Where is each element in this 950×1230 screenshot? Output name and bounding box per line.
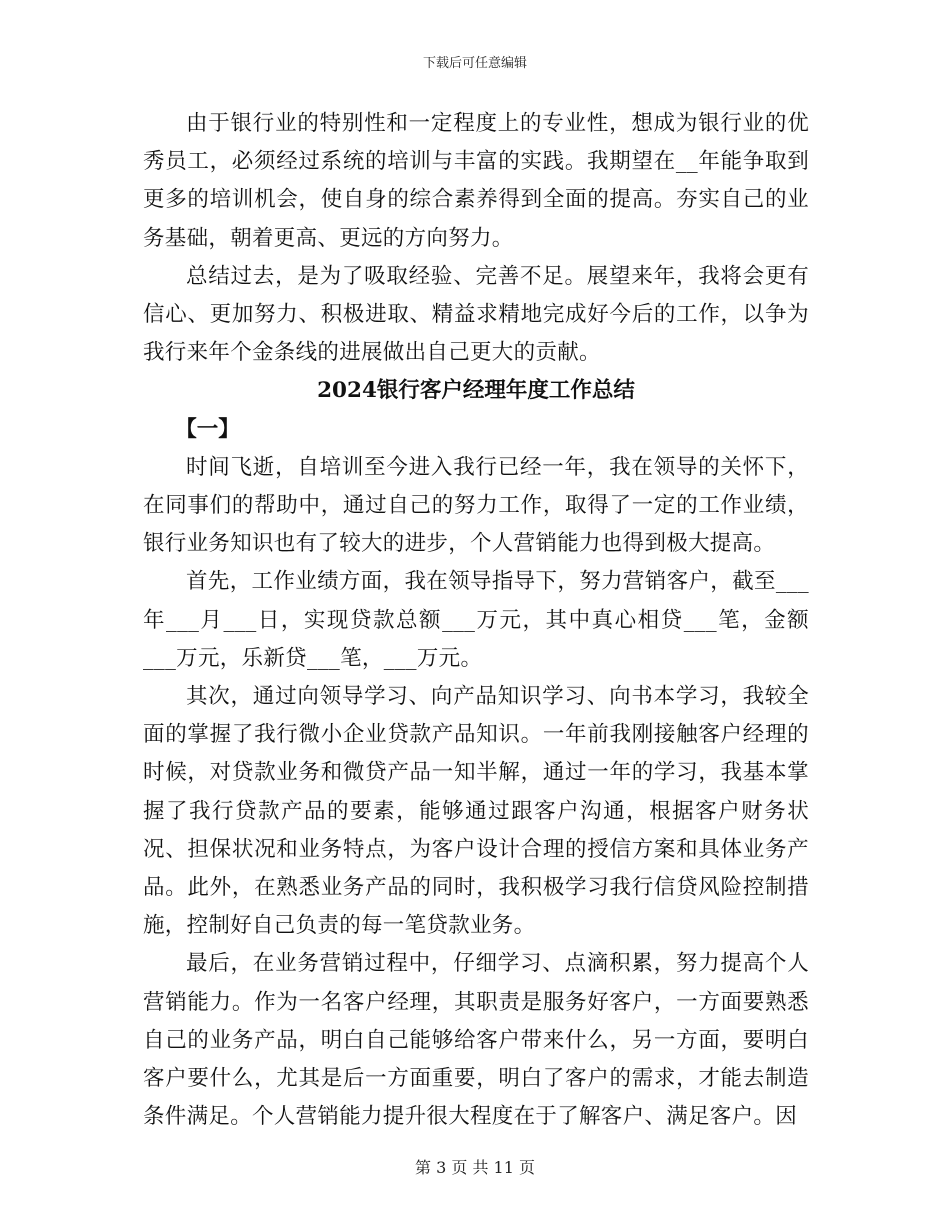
paragraph: 由于银行业的特别性和一定程度上的专业性，想成为银行业的优秀员工，必须经过系统的培训与丰富的实践。我期望在__年能争取到更多的培训机会，使自身的综合素养得到全面的提高。夯实自己的业务基础，朝着更高、更远的方向努力。 — [143, 111, 809, 251]
paragraph: 时间飞逝，自培训至今进入我行已经一年，我在领导的关怀下，在同事们的帮助中，通过自己的努力工作，取得了一定的工作业绩，银行业务知识也有了较大的进步，个人营销能力也得到极大提高。 — [143, 454, 809, 557]
page-number-footer: 第 3 页 共 11 页 — [415, 1158, 535, 1177]
document-body — [143, 105, 809, 1136]
paragraph: 其次，通过向领导学习、向产品知识学习、向书本学习，我较全面的掌握了我行微小企业贷款产品知识。一年前我刚接触客户经理的时候，对贷款业务和微贷产品一知半解，通过一年的学习，我基本掌握了我行贷款产品的要素，能够通过跟客户沟通，根据客户财务状况、担保状况和业务特点，为客户设计合理的授信方案和具体业务产品。此外，在熟悉业务产品的同时，我积极学习我行信贷风险控制措施，控制好自己负责的每一笔贷款业务。 — [143, 684, 809, 939]
section-mark: 【一】 — [175, 416, 240, 442]
paragraph: 最后，在业务营销过程中，仔细学习、点滴积累，努力提高个人营销能力。作为一名客户经理，其职责是服务好客户，一方面要熟悉自己的业务产品，明白自己能够给客户带来什么，另一方面，要明白客户要什么，尤其是后一方面重要，明白了客户的需求，才能去制造条件满足。个人营销能力提升很大程度在于了解客户、满足客户。因 — [143, 951, 809, 1130]
paragraph: 总结过去，是为了吸取经验、完善不足。展望来年，我将会更有信心、更加努力、积极进取、精益求精地完成好今后的工作，以争为我行来年个金条线的进展做出自己更大的贡献。 — [143, 263, 809, 366]
document-title: 2024银行客户经理年度工作总结 — [317, 378, 635, 404]
page-header-note: 下载后可任意编辑 — [422, 56, 527, 71]
paragraph: 首先，工作业绩方面，我在领导指导下，努力营销客户，截至___年___月___日，实现贷款总额___万元，其中真心相贷___笔，金额___万元，乐新贷___笔，___万元。 — [143, 569, 809, 671]
